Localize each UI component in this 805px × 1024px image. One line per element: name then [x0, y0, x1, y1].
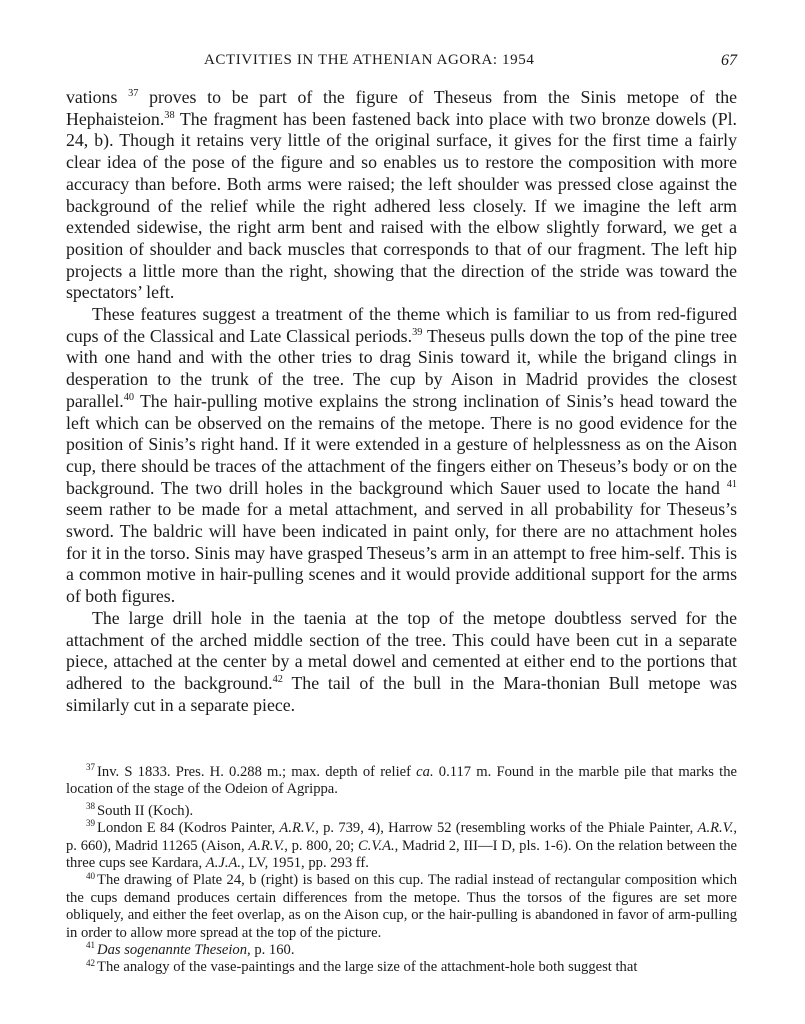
- paragraph-2-text-c: The hair-pulling motive explains the strong inclination of Sinis’s head toward the left which can be observed on the remains of the metope. There is no good evidence for the position of Sinis’s right hand. If it were extended in a gesture of helplessness as on the Aison cup, there should be traces of the attachment of the fingers either on Theseus’s body or on the background. The two drill holes in the background which Sauer used to locate the hand: [66, 390, 737, 498]
- footnote-41-text: , p. 160.: [247, 942, 295, 959]
- footnote-number: 41: [86, 940, 96, 951]
- footnote-number: 39: [86, 818, 96, 829]
- running-header: [66, 52, 737, 74]
- body-text: [66, 87, 737, 716]
- paragraph-2: [66, 304, 737, 608]
- footnote-40-text: The drawing of Plate 24, b (right) is based on this cup. The radial instead of rectangular composition which the cups demand produces certain differences from the metope. Thus the torsos of the figures are set more obliquely, and either the feet overlap, as on the Aison cup, or the hair-pulling is abandoned in favor of arm-pulling in order to allow more spread at the top of the picture.: [66, 872, 737, 941]
- footnote-number: 38: [86, 800, 96, 811]
- paragraph-2-text-d: seem rather to be made for a metal attachment, and served in all probability for Theseus’s sword. The baldric will have been indicated in paint only, for there are no attachment holes for it in the torso. Sinis may have grasped Theseus’s arm in an attempt to free him-self. This is a common motive in hair-pulling scenes and it would provide additional support for the arms of both figures.: [66, 499, 737, 607]
- paragraph-1-text-c: The fragment has been fastened back into place with two bronze dowels (Pl. 24, b). Though it retains very little of the original surface, it gives for the first time a fairly clear idea of the pose of the figure and so enables us to restore the composition with more accuracy than before. Both arms were raised; the left shoulder was pressed close against the background of the relief while the right adhered less closely. If we imagine the left arm extended sidewise, the right arm bent and raised with the elbow slightly forward, we get a position of shoulder and back muscles that corresponds to that of our fragment. The left hip projects a little more than the right, showing that the direction of the stride was toward the spectators’ left.: [66, 108, 737, 303]
- footnote-39-arv-3: A.R.V.: [248, 837, 285, 854]
- footnote-39-text-b: , p. 739, 4), Harrow 52 (resembling works of the Phiale Painter,: [315, 820, 698, 837]
- paragraph-3-text-a: The large drill hole in the taenia at the top of the metope doubtless served for the attachment of the arched middle section of the tree. This could have been cut in a separate piece, attached at the center by a metal dowel and cemented at either end to the portions that adhered to the background.: [66, 607, 737, 693]
- footnote-ref-38[interactable]: 38: [164, 109, 175, 121]
- footnote-42-text: The analogy of the vase-paintings and the large size of the attachment-hole both suggest that: [97, 959, 638, 976]
- footnote-37-ca: ca.: [416, 764, 434, 780]
- footnote-39-text-c: , p. 660), Madrid 11265 (Aison,: [66, 820, 737, 854]
- footnote-ref-39[interactable]: 39: [412, 326, 423, 338]
- paragraph-2-text-a: These features suggest a treatment of the theme which is familiar to us from red-figured cups of the Classical and Late Classical periods.: [66, 304, 737, 346]
- footnote-39-text-a: London E 84 (Kodros Painter,: [97, 820, 280, 837]
- footnote-number: 42: [86, 957, 96, 968]
- paragraph-3-text-b: The tail of the bull in the Mara-thonian Bull metope was similarly cut in a separate piece.: [66, 672, 738, 715]
- footnote-39-text-e: , Madrid 2, III—I D, pls. 1-6). On the relation between the three cups see Kardara,: [66, 837, 738, 872]
- page-number: 67: [721, 52, 737, 69]
- footnote-39-aja: A.J.A.: [205, 855, 242, 872]
- footnote-41: [66, 942, 737, 959]
- footnote-ref-41[interactable]: 41: [726, 478, 737, 490]
- footnote-39: [66, 820, 737, 872]
- footnote-38: [66, 800, 737, 820]
- paragraph-1-text-b: proves to be part of the figure of Theseus from the Sinis metope of the Hephaisteion.: [66, 87, 737, 129]
- footnote-37-text-a: Inv. S 1833. Pres. H. 0.288 m.; max. depth of relief: [97, 764, 417, 780]
- paragraph-2-text-b: Theseus pulls down the top of the pine tree with one hand and with the other tries to drag Sinis toward it, while the brigand clings in desperation to the trunk of the tree. The cup by Aison in Madrid provides the closest parallel.: [66, 325, 737, 411]
- footnote-40: [66, 872, 737, 942]
- paragraph-1-text-a: vations: [66, 87, 129, 107]
- footnote-37: [66, 764, 737, 799]
- footnote-41-book-title: Das sogenannte Theseion: [97, 942, 248, 959]
- footnote-39-arv-1: A.R.V.: [279, 820, 316, 837]
- footnote-ref-40[interactable]: 40: [123, 391, 135, 403]
- footnote-39-arv-2: A.R.V.: [697, 820, 734, 837]
- footnote-39-cva: C.V.A.: [358, 837, 395, 854]
- footnote-42: [66, 959, 737, 976]
- paragraph-1: [66, 87, 737, 304]
- footnote-39-text-f: , LV, 1951, pp. 293 ff.: [241, 855, 369, 872]
- footnote-39-text-d: , p. 800, 20;: [284, 837, 358, 854]
- footnote-number: 37: [86, 762, 96, 773]
- running-title: ACTIVITIES IN THE ATHENIAN AGORA: 1954: [204, 52, 535, 68]
- footnote-38-text: South II (Koch).: [97, 802, 194, 819]
- footnote-number: 40: [86, 870, 96, 881]
- footnote-ref-37[interactable]: 37: [128, 88, 139, 100]
- paragraph-3: [66, 608, 737, 717]
- footnotes: [66, 764, 737, 977]
- footnote-37-text-b: 0.117 m. Found in the marble pile that marks the location of the stage of the Odeion of Agrippa.: [66, 764, 737, 798]
- footnote-ref-42[interactable]: 42: [272, 674, 283, 686]
